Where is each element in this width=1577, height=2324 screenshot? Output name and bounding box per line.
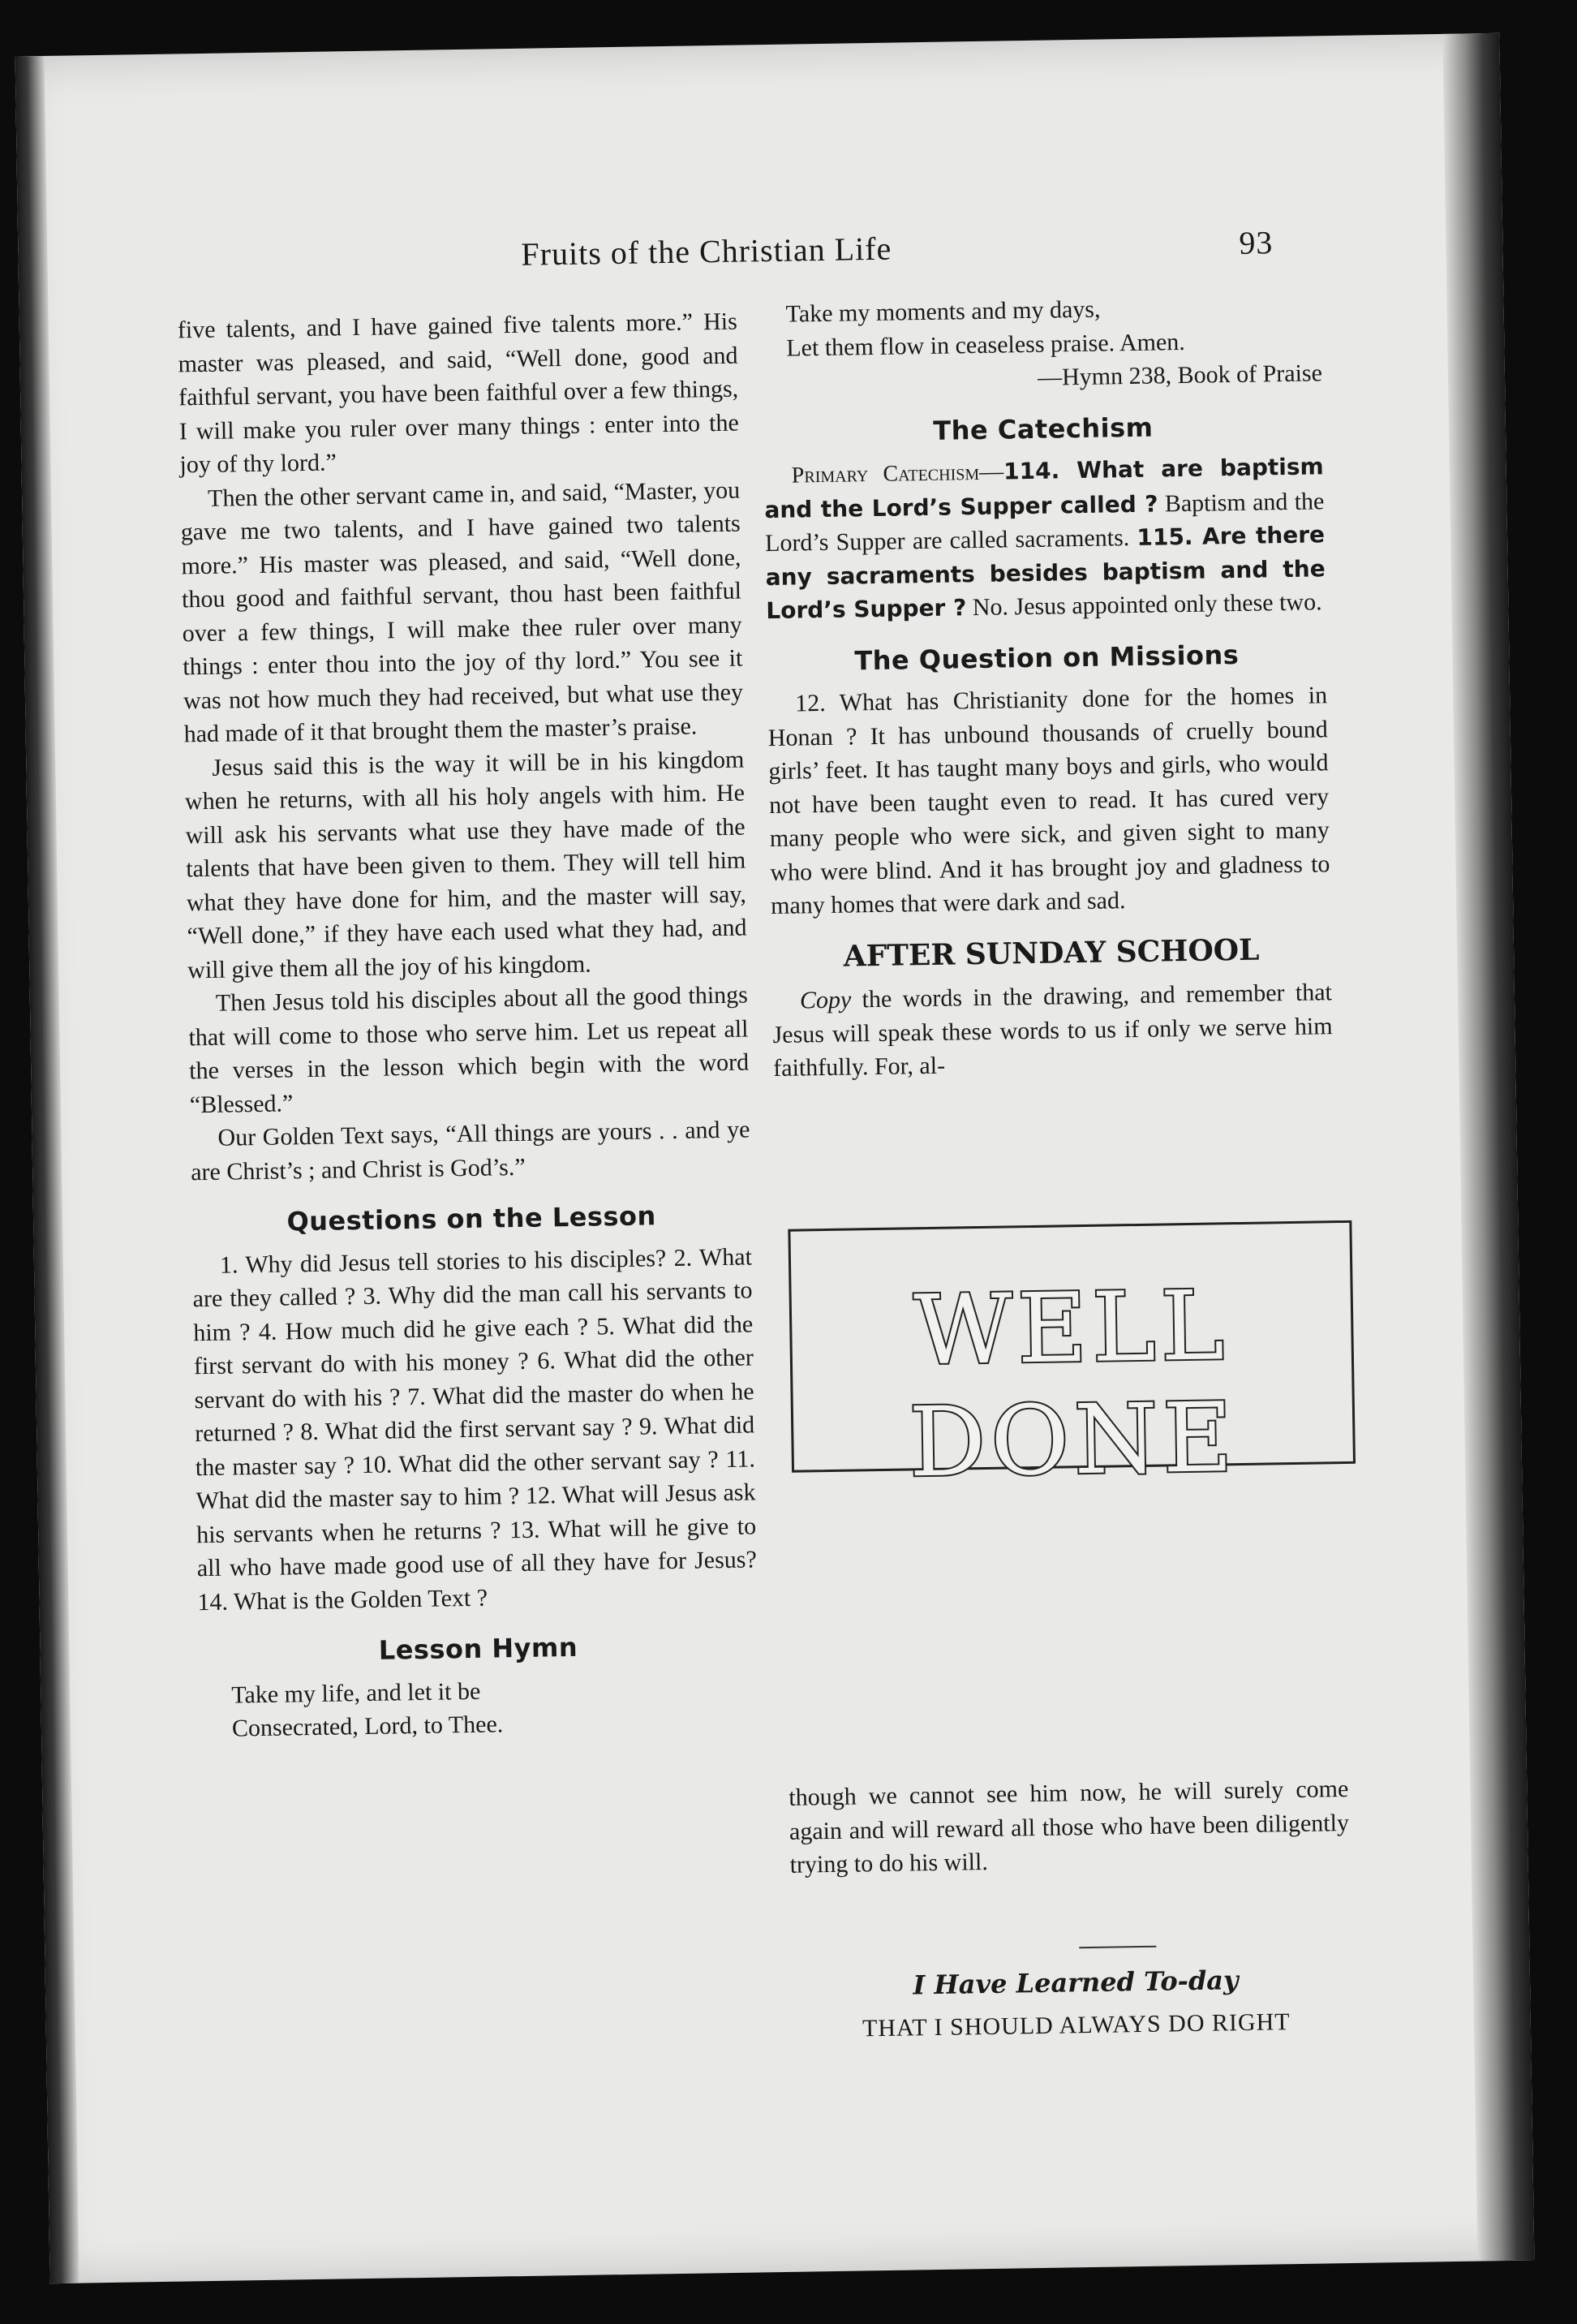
- catechism-text: [763, 450, 1326, 627]
- hymn-heading: Lesson Hymn: [378, 1631, 578, 1666]
- book-page: [15, 33, 1535, 2283]
- after-continued-text: though we cannot see him now, he will surely come again and will reward all those who have been diligently trying to do his will.: [788, 1775, 1350, 1879]
- questions-heading: Questions on the Lesson: [286, 1200, 657, 1237]
- catechism-answer-115: No. Jesus appointed only these two.: [966, 588, 1322, 622]
- paragraph: Then Jesus told his disciples about all the good things that will come to those who serve him. Let us repeat all the verses in the lesson which begin with the word “Blessed.”: [188, 981, 750, 1118]
- missions-text: 12. What has Christianity done for the homes in Honan ? It has unbound thousands of cruelly bound girls’ feet. It has taught many boys and girls, who would not have been taught even to read. It has cured very many people who were sick, and given sight to many who were blind. And it has brought joy and gladness to many homes that were dark and sad.: [767, 682, 1330, 920]
- running-title: Fruits of the Christian Life: [521, 230, 892, 273]
- after-sunday-school-heading: AFTER SUNDAY SCHOOL: [843, 932, 1260, 974]
- catechism-answer-114: Baptism and the Lord’s Supper are called sacraments.: [764, 487, 1325, 557]
- paragraph: Then the other servant came in, and said, “Master, you gave me two talents, and I have gained two talents more.” His master was pleased, and said, “Well done, thou good and faithful servant, thou hast been faithful over a few things, I will make thee ruler over many things : enter thou into the joy of thy lord.” You see it was not how much they had received, but what use they had made of it that brought them the master’s praise.: [180, 476, 744, 748]
- catechism-question-115: 115. Are there any sacraments besides baptism and the Lord’s Supper ?: [765, 521, 1326, 625]
- right-column: [761, 289, 1333, 1085]
- catechism-label: Primary Catechism: [791, 459, 980, 488]
- catechism-question-114: 114. What are baptism and the Lord’s Supper called ?: [764, 453, 1324, 523]
- drawing-lettering: WELL DONE: [908, 1269, 1239, 1499]
- hymn-line: Take my life, and let it be: [231, 1677, 481, 1709]
- page-binding-shadow: [15, 56, 79, 2283]
- learned-heading: I Have Learned To-day: [913, 1965, 1239, 2001]
- hymn-line: Let them flow in ceaseless praise. Amen.: [786, 328, 1186, 362]
- after-text: the words in the drawing, and remember that Jesus will speak these words to us if only we serve him faithfully. For, al-: [772, 979, 1333, 1082]
- divider-rule: [1079, 1946, 1156, 1948]
- hymn-line: Take my moments and my days,: [785, 295, 1101, 328]
- after-sunday-school-text: [772, 975, 1334, 1085]
- learned-answer: THAT I SHOULD ALWAYS DO RIGHT: [862, 2008, 1291, 2042]
- page-number: 93: [1238, 224, 1274, 261]
- hymn-line: Consecrated, Lord, to Thee.: [231, 1711, 504, 1742]
- catechism-heading: The Catechism: [933, 411, 1154, 446]
- catechism-dash: —: [978, 458, 1004, 485]
- page-edge-shadow: [1442, 33, 1534, 2262]
- questions-list: 1. Why did Jesus tell stories to his disciples? 2. What are they called ? 3. Why did the man call his servants to him ? 4. How much did he give each ? 5. What did the first servant do with his money ? 6. What did the other servant do with his ? 7. What did the master do when he returned ? 8. What did the first servant say ? 9. What did the master say ? 10. What did the other servant say ? 11. What did the master say to him ? 12. What will Jesus ask his servants when he returns ? 13. What will he give to all who have made good use of all they have for Jesus? 14. What is the Golden Text ?: [192, 1242, 758, 1616]
- hymn-lines: [199, 1670, 759, 1746]
- left-column: [178, 305, 760, 1746]
- well-done-drawing: [788, 1220, 1356, 1499]
- missions-heading: The Question on Missions: [854, 639, 1240, 676]
- paragraph: five talents, and I have gained five talents more.” His master was pleased, and said, “Well done, good and faithful servant, you have been faithful over a few things, I will make you ruler over many things : enter into the joy of thy lord.”: [177, 308, 740, 479]
- running-head: [488, 223, 1300, 273]
- paragraph: Jesus said this is the way it will be in his kingdom when he returns, with all his holy angels with him. He will ask his servants what use they have made of the talents that have been given to them. They will tell him what they have done for him, and the master will say, “Well done,” if they have each used what they had, and will give them all the joy of his kingdom.: [184, 746, 747, 983]
- hymn-source: —Hymn 238, Book of Praise: [1037, 359, 1323, 391]
- copy-word: Copy: [799, 986, 852, 1014]
- right-column-continued: [788, 1772, 1350, 1882]
- paragraph: Our Golden Text says, “All things are yours . . and ye are Christ’s ; and Christ is God’s.”: [190, 1116, 750, 1186]
